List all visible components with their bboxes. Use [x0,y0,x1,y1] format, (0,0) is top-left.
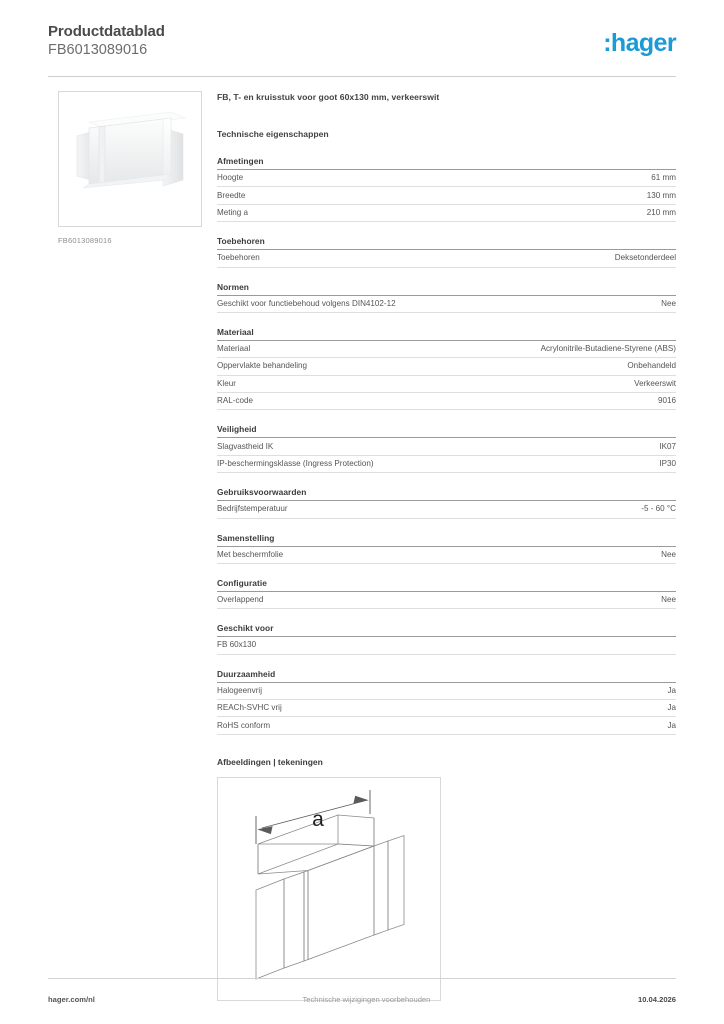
spec-value: IP30 [659,458,676,468]
spec-sections [217,156,676,735]
spec-label: Toebehoren [217,253,260,263]
page-title: Productdatablad [48,23,165,40]
spec-section [217,487,676,518]
spec-label: RAL-code [217,396,253,406]
product-reference: FB6013089016 [48,42,148,58]
spec-label: IP-beschermingsklasse (Ingress Protection) [217,458,374,468]
spec-section [217,327,676,411]
section-title: Geschikt voor [217,623,676,637]
footer-divider [48,978,676,979]
spec-value: -5 - 60 °C [641,504,676,514]
product-photo-frame [58,91,202,227]
spec-section [217,669,676,735]
header-divider [48,76,676,77]
section-spacer [217,410,676,424]
hager-logo: :hager [603,29,676,57]
spec-value: Verkeerswit [634,378,676,388]
spec-row [217,205,676,222]
spec-value: 9016 [657,396,676,406]
section-title: Normen [217,282,676,296]
spec-label: Overlappend [217,595,264,605]
spec-label: Oppervlakte behandeling [217,361,307,371]
section-spacer [217,609,676,623]
section-title: Duurzaamheid [217,669,676,683]
spec-label: Meting a [217,207,249,217]
section-title: Materiaal [217,327,676,341]
spec-value: Acrylonitrile-Butadiene-Styrene (ABS) [540,344,676,354]
product-photo-block [58,91,204,245]
section-title: Afmetingen [217,156,676,170]
spec-section [217,156,676,222]
spec-label: REACh-SVHC vrij [217,703,282,713]
drawings-heading: Afbeeldingen | tekeningen [217,756,323,767]
spec-label: FB 60x130 [217,640,257,650]
spec-label: RoHS conform [217,720,271,730]
spec-label: Geschikt voor functiebehoud volgens DIN4102-12 [217,298,396,308]
spec-label: Breedte [217,190,246,200]
technical-drawing-image [218,778,440,1000]
dimension-label-a: a [312,807,324,831]
spec-label: Bedrijfstemperatuur [217,504,288,514]
spec-section [217,424,676,473]
spec-value: Ja [667,685,676,695]
spec-row [217,358,676,375]
spec-value: Onbehandeld [627,361,676,371]
product-name: FB, T- en kruisstuk voor goot 60x130 mm, verkeerswit [217,92,440,102]
spec-value: 210 mm [646,207,676,217]
spec-value: Ja [667,720,676,730]
technical-properties-heading: Technische eigenschappen [217,129,329,139]
spec-value: Deksetonderdeel [614,253,676,263]
spec-row [217,296,676,313]
footer-date: 10.04.2026 [637,995,676,1004]
section-title: Veiligheid [217,424,676,438]
spec-section [217,623,676,654]
section-spacer [217,655,676,669]
page-footer [48,995,676,1004]
spec-label: Halogeenvrij [217,685,262,695]
section-title: Configuratie [217,578,676,592]
section-spacer [217,268,676,282]
spec-row [217,700,676,717]
spec-label: Hoogte [217,173,244,183]
spec-row [217,341,676,358]
spec-value: Nee [661,298,676,308]
spec-label: Met beschermfolie [217,549,284,559]
footer-website-link[interactable]: hager.com/nl [48,995,95,1004]
spec-row [217,456,676,473]
section-title: Samenstelling [217,533,676,547]
spec-value: 61 mm [651,173,676,183]
page-header [48,24,676,76]
spec-row [217,501,676,518]
spec-section [217,578,676,609]
product-photo-image [59,92,201,226]
spec-row [217,187,676,204]
spec-row [217,170,676,187]
section-spacer [217,564,676,578]
section-spacer [217,313,676,327]
spec-value: IK07 [659,441,676,451]
spec-section [217,236,676,267]
spec-row [217,393,676,410]
section-title: Toebehoren [217,236,676,250]
section-spacer [217,519,676,533]
product-photo-caption: FB6013089016 [58,236,112,245]
spec-value: 130 mm [646,190,676,200]
spec-label: Materiaal [217,344,251,354]
section-spacer [217,473,676,487]
section-title: Gebruiksvoorwaarden [217,487,676,501]
spec-row [217,717,676,734]
footer-disclaimer: Technische wijzigingen voorbehouden [302,995,431,1004]
spec-row [217,637,676,654]
spec-value: Nee [661,595,676,605]
spec-row [217,250,676,267]
spec-label: Slagvastheid IK [217,441,274,451]
datasheet-content [217,92,676,1001]
spec-label: Kleur [217,378,236,388]
section-spacer [217,222,676,236]
spec-row [217,592,676,609]
technical-drawing-frame [217,777,441,1001]
spec-row [217,438,676,455]
spec-row [217,547,676,564]
spec-section [217,282,676,313]
spec-value: Ja [667,703,676,713]
spec-row [217,683,676,700]
spec-value: Nee [661,549,676,559]
spec-section [217,533,676,564]
spec-row [217,376,676,393]
